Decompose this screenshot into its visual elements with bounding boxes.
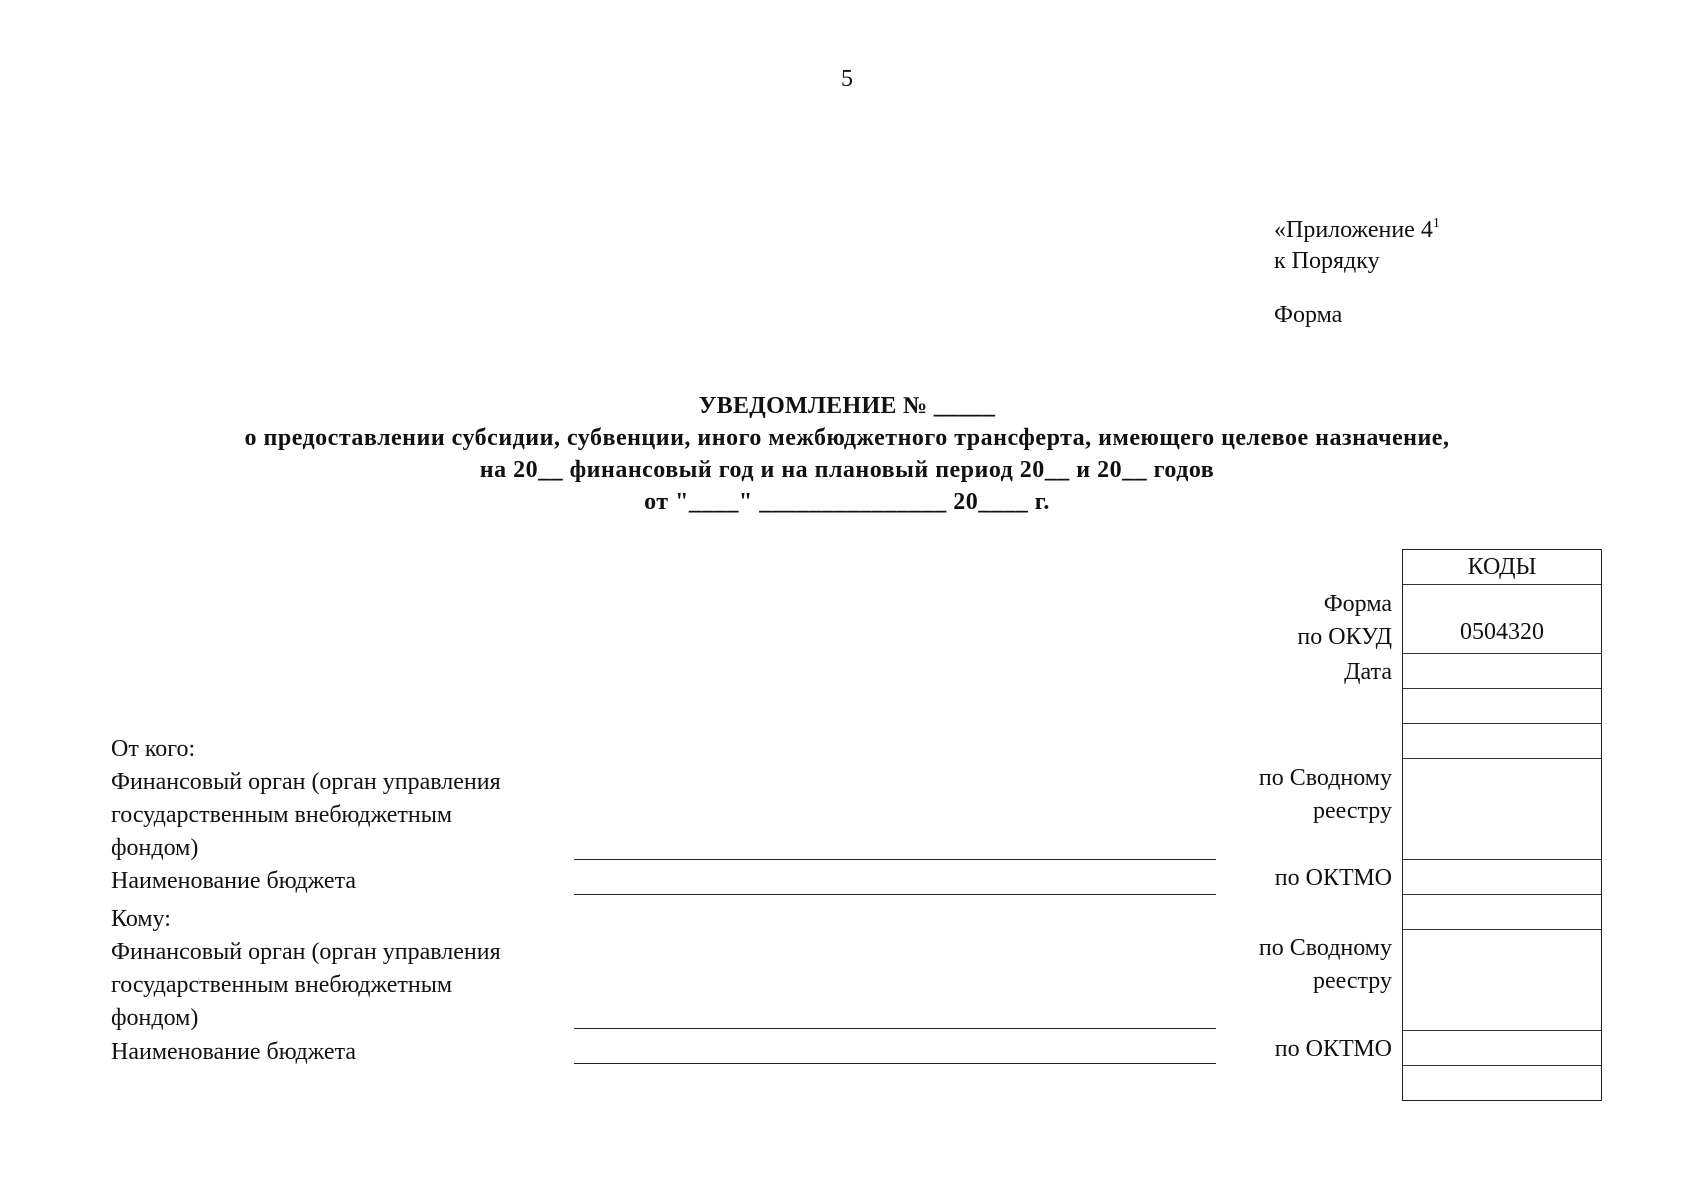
form-okud-label-line-2: по ОКУД <box>1297 624 1392 650</box>
codes-cell-blank-3 <box>1403 895 1601 930</box>
document-title <box>0 390 1694 518</box>
from-org-line-1: Финансовый орган (орган управления <box>111 769 501 795</box>
codes-cell-blank-2 <box>1403 724 1601 759</box>
from-budget-fill-line[interactable] <box>574 894 1216 895</box>
from-org-line-2: государственным внебюджетным <box>111 802 453 828</box>
codes-header-label: КОДЫ <box>1467 553 1537 580</box>
svod-registry-to-line-1: по Сводному <box>1258 935 1392 961</box>
codes-cell-blank-4 <box>1403 1066 1601 1102</box>
oktmo-label-to: по ОКТМО <box>1274 1036 1392 1062</box>
to-org-line-1: Финансовый орган (орган управления <box>111 939 501 965</box>
codes-cell-oktmo-1 <box>1403 860 1601 895</box>
page-number: 5 <box>841 66 853 92</box>
from-org-label <box>111 766 501 865</box>
svod-registry-from-line-2: реестру <box>1312 798 1392 824</box>
svod-registry-to-line-2: реестру <box>1312 968 1392 994</box>
from-org-line-3: фондом) <box>111 835 199 861</box>
codes-header <box>1403 550 1601 585</box>
codes-cell-date <box>1403 654 1601 689</box>
title-line-4: от "____" _______________ 20____ г. <box>644 489 1050 515</box>
to-org-line-2: государственным внебюджетным <box>111 972 453 998</box>
from-budget-label: Наименование бюджета <box>111 868 357 894</box>
codes-cell-oktmo-2 <box>1403 1031 1601 1066</box>
svod-registry-label-from <box>1259 762 1392 828</box>
oktmo-label-from: по ОКТМО <box>1274 865 1392 891</box>
form-label: Форма <box>1274 302 1343 328</box>
codes-cell-okud <box>1403 585 1601 654</box>
title-line-1: УВЕДОМЛЕНИЕ № _____ <box>698 393 996 419</box>
codes-cell-svod-2 <box>1403 930 1601 1031</box>
svod-registry-from-line-1: по Сводному <box>1258 765 1392 791</box>
appendix-line-2: к Порядку <box>1274 248 1380 274</box>
appendix-reference <box>1274 208 1440 277</box>
to-budget-fill-line[interactable] <box>574 1063 1216 1064</box>
form-okud-label <box>1297 588 1392 654</box>
appendix-title: «Приложение 4 <box>1274 217 1433 243</box>
date-label: Дата <box>1344 659 1392 685</box>
to-label: Кому: <box>111 906 171 932</box>
appendix-line-1 <box>1274 208 1440 246</box>
title-line-2: о предоставлении субсидии, субвенции, иного межбюджетного трансферта, имеющего целевое назначение, <box>244 425 1450 451</box>
from-org-fill-line[interactable] <box>574 859 1216 860</box>
to-org-fill-line[interactable] <box>574 1028 1216 1029</box>
title-line-3: на 20__ финансовый год и на плановый период 20__ и 20__ годов <box>479 457 1215 483</box>
svod-registry-label-to <box>1259 932 1392 998</box>
form-okud-label-line-1: Форма <box>1323 591 1392 617</box>
okud-code-value: 0504320 <box>1460 618 1544 645</box>
codes-table <box>1402 549 1602 1101</box>
to-budget-label: Наименование бюджета <box>111 1039 357 1065</box>
codes-cell-svod-1 <box>1403 759 1601 860</box>
to-org-label <box>111 936 501 1035</box>
to-org-line-3: фондом) <box>111 1005 199 1031</box>
codes-cell-blank-1 <box>1403 689 1601 724</box>
from-label: От кого: <box>111 736 196 762</box>
appendix-superscript: 1 <box>1432 216 1440 231</box>
